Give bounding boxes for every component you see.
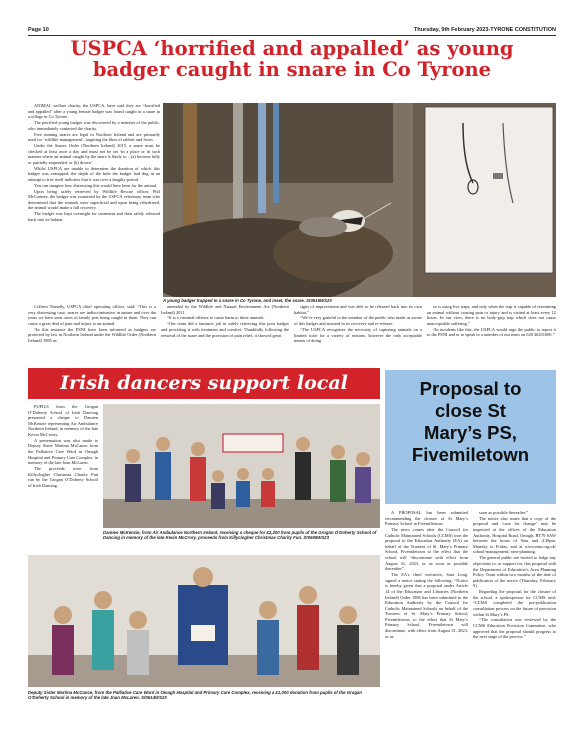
proposal-headline-line-4: Fivemiletown: [411, 444, 530, 465]
article-paragraph: “Our team did a fantastic job in safely retrieving this poor badger and providing it with treatment and comfort. Thankfully following the removal of the snare and the provision of pain relief, it showed great: [161, 321, 289, 338]
article-paragraph: PUPILS from the Grogan O’Doherty School of Irish Dancing presented a cheque to Damien McKenzie representing Air Ambulance Northern Ireland, in memory of the late Kevin McCreery.: [28, 404, 98, 437]
article-paragraph: The badger was kept overnight for treatment and then safely released back into its habitat.: [28, 211, 160, 222]
badger-photo: [163, 103, 556, 297]
article-paragraph: Free running snares are legal in Northern Ireland and are primarily used for ‘wildlife management’, targeting the likes of rabbits and foxes.: [28, 131, 160, 143]
dancers-group-illustration-1: [103, 404, 380, 528]
headline-line-1: USPCA ‘horrified and appalled’ as young: [70, 37, 514, 60]
article-paragraph: The general public are invited to lodge any objections to, or support for, this proposal with the Department of Education’s Area Planning Policy Team within two months of the date of publication of the notice (Thursday, February 9).: [473, 555, 556, 589]
dateline: Thursday, 9th February 2023-TYRONE CONSTITUTION: [413, 27, 556, 33]
proposal-headline-line-3: Mary’s PS,: [424, 422, 517, 443]
dancers-caption-1: Damien McKenzie, from Air Ambulance Northern Ireland, receiving a cheque for £2,200 from pupils of the Grogan O’Doherty School of Dancing in memory of the late Kevin McCrory, proceeds from Killyclogher Christmas Charity Fun. St0606WS23: [103, 530, 377, 541]
badger-scene-illustration: [163, 103, 556, 297]
dancers-group-illustration-2: [28, 555, 380, 687]
article-paragraph: The EA’s chief executive, Sara Long, signed a notice stating the following: “Notice is hereby given that a proposal under Article 14 of the Education and Libraries (Northern Ireland) Order 1986 has been submitted to the Education Authority by the Council for Catholic Maintained Schools on behalf of the Trustees of St. Mary’s Primary School, Fivemiletown, to the effect that St Mary’s Primary School, Fivemiletown will discontinue, with effect from August 31, 2023, or as: [385, 572, 468, 639]
page-number: Page 10: [28, 27, 49, 33]
article-paragraph: so is using live traps, and only when the trap is capable of restraining an animal without causing pain or injury and is visited at least every 12 hours. In our view, there is no body-grip trap which does not cause unacceptable suffering.”: [427, 304, 556, 326]
dancers-photo-1: [103, 404, 380, 528]
article-paragraph: “The consultation was reviewed by the CCMS Education Provision Committee, who approved that the proposal should progress to the next stage of the process.”: [473, 617, 556, 640]
article-paragraph: soon as possible thereafter.”: [479, 510, 529, 515]
article-paragraph: ANIMAL welfare charity, the USPCA, have said they are “horrified and appalled” after a young female badger was found caught in a snare in a village in Co Tyrone.: [28, 103, 160, 120]
article-paragraph: You can imagine how distressing this would have been for the animal.: [34, 182, 158, 188]
badger-column-2: [161, 304, 289, 368]
badger-column-4: [427, 304, 556, 368]
article-paragraph: A presentation was also made to Deputy Sister Martina McCance from the Palliative Care Ward in Omagh Hospital and Primary Care Complex, in memory of the late Joan McLaren.: [28, 437, 98, 466]
proposal-headline-line-1: Proposal to: [419, 378, 522, 399]
proposal-column-2: [473, 510, 556, 730]
article-paragraph: Upon being safely retrieved by Wildlife Rescue officer, Phil McCartney, the badger was examined by the USPCA veterinary team who determined that the wounds were superficial and upon being rehydrated, the animal would make a full recovery.: [28, 188, 160, 211]
dancers-headline: Irish dancers support local: [60, 372, 348, 394]
dancers-caption-2: Deputy Sister Martina McCance, from the Palliative Care Ward in Omagh Hospital and Primary Care Complex, receiving a £1,000 donation from pupils of the Grogan O’Doherty School in memory of the late Joan McLaren. St0614WS23: [28, 690, 362, 701]
article-paragraph: Under the Snares Order (Northern Ireland) 2015, a snare must be checked at least once a day and must not be set ‘in a place or in such manner where an animal caught by the snare is likely to – (a) become fully or partially suspended, or (b) drown’.: [28, 143, 160, 165]
article-paragraph: “We’re very grateful to the member of the public who made us aware of this badger and assisted in its recovery and re-release.: [294, 315, 422, 327]
headline-line-2: badger caught in snare in Co Tyrone: [92, 58, 492, 81]
article-paragraph: “In this instance the PSNI have been informed as badgers are protected by law in Northern Ireland under the Wildlife Order (Northern Ireland) 1985 as: [28, 326, 156, 343]
article-paragraph: amended by the Wildlife and Natural Environment Act (Northern Ireland) 2011.: [161, 304, 289, 315]
article-paragraph: The petrified young badger was discovered by a member of the public, who immediately contacted the charity.: [28, 120, 160, 131]
dancers-photo-2: [28, 555, 380, 687]
proposal-headline: [385, 378, 556, 466]
article-paragraph: Whilst USPCA are unable to determine the duration of which this badger was entrapped, the depth of the hole the badger had dug in an attempt to free itself indicates that it was over a lengthy period.: [28, 165, 160, 182]
badger-column-3: [294, 304, 422, 368]
badger-headline: [28, 38, 556, 80]
article-paragraph: “The USPCA recognises the necessity of capturing animals on a limited scale for a variety of reasons, however the only acceptable means of doing: [294, 326, 422, 344]
badger-left-column: [28, 103, 160, 299]
dancers-banner: [28, 368, 380, 399]
proposal-column-1: [385, 510, 468, 730]
badger-caption: A young badger trapped in a snare in Co Tyrone, and inset, the snare. St0615WS23: [163, 298, 332, 303]
article-paragraph: “In incidents like this, the USPCA would urge the public to report it to the PSNI and or to speak to a member of our team on 028 30251000.”: [427, 326, 556, 338]
article-paragraph: signs of improvement and was able to be released back into its own habitat.”: [294, 304, 422, 315]
badger-column-1: [28, 304, 156, 368]
article-paragraph: The proceeds were from Killyclogher Christmas Charity Fun run by the Grogan O’Doherty School of Irish Dancing.: [28, 466, 98, 488]
article-paragraph: The news comes after the Council for Catholic Maintained Schools (CCMS) won the proposal to the Education Authority (EA) on behalf of the Trustees of St. Mary’s Primary School, Fivemiletown to the effect that the school will “discontinue with effect from August 31, 2023, or as soon as possible thereafter”.: [385, 527, 468, 572]
article-paragraph: Colleen Tinnelly, USPCA chief operating officer, said: “This is a very distressing case, snares are indiscriminative in nature and over the years we have seen cases of family pets being caught in them. They can cause a great deal of pain and injury to an animal.: [28, 304, 156, 326]
dancers-text-column: [28, 404, 98, 554]
proposal-title-box: [385, 370, 556, 504]
proposal-headline-line-2: close St: [435, 400, 506, 421]
article-paragraph: Regarding the proposal for the closure of the school, a spokesperson for CCMS said: “CCMS completed the pre-publication consultation process on the future of provision within St Mary’s PS.: [473, 589, 556, 617]
page-header: [28, 27, 556, 36]
article-paragraph: The notice also states that a copy of the proposal and ‘case for change’ may be inspected at the offices of the Education Authority, Hospital Road, Omagh, BT79 0AW between the hours of 9am and 4.30pm, Monday to Friday, and at www.eani.org.uk/ school-management/ area-planning.: [473, 515, 556, 555]
article-paragraph: A PROPOSAL has been submitted recommending the closure of St Mary’s Primary School in Fivemiletown.: [385, 510, 468, 527]
article-paragraph: “It is a criminal offence to cause harm to these animals.: [167, 315, 265, 321]
